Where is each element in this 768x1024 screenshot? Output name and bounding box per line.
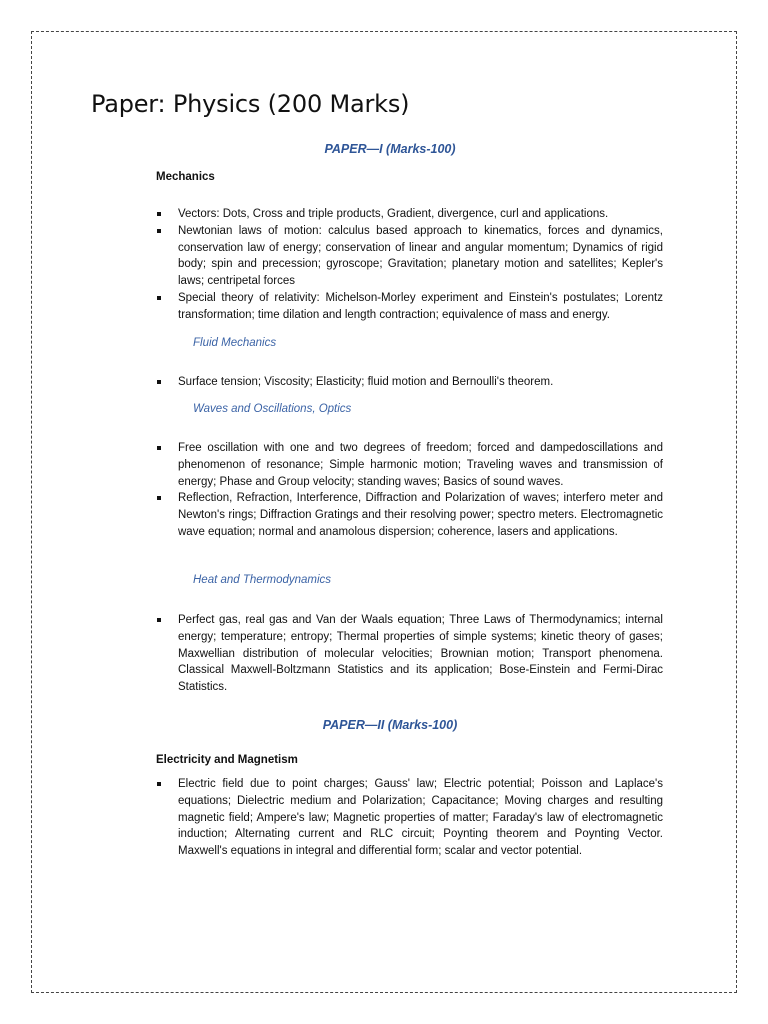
- paper1-heading: PAPER—I (Marks-100): [324, 142, 456, 156]
- section-heading-electricity-magnetism: Electricity and Magnetism: [156, 754, 298, 766]
- waves-list: [178, 440, 663, 541]
- list-item: Newtonian laws of motion: calculus based approach to kinematics, forces and dynamics, conservation law of energy; conservation of linear and angular momentum; Dynamics of rigid body; spin and precession; gyroscope; Gravitation; planetary motion and satellites; Kepler's laws; centripetal forces: [178, 223, 663, 290]
- subheading-heat-thermodynamics: Heat and Thermodynamics: [193, 574, 332, 586]
- list-item: Electric field due to point charges; Gauss' law; Electric potential; Poisson and Laplace's equations; Dielectric medium and Polarization; Capacitance; Moving charges and resulting magnetic field; Ampere's law; Magnetic properties of matter; Faraday's law of electromagnetic induction; Alternating current and RLC circuit; Poynting theorem and Poynting Vector. Maxwell's equations in integral and differential form; scalar and vector potential.: [178, 776, 663, 860]
- list-item: Vectors: Dots, Cross and triple products, Gradient, divergence, curl and applications.: [178, 206, 663, 223]
- list-item: Reflection, Refraction, Interference, Diffraction and Polarization of waves; interfero meter and Newton's rings; Diffraction Gratings and their resolving power; spectro meters. Electromagnetic wave equation; normal and anamolous dispersion; coherence, lasers and applications.: [178, 490, 663, 540]
- heat-list: [178, 612, 663, 696]
- subheading-waves-optics: Waves and Oscillations, Optics: [193, 403, 352, 415]
- paper2-heading: PAPER—II (Marks-100): [322, 718, 458, 732]
- list-item: Special theory of relativity: Michelson-Morley experiment and Einstein's postulates; Lorentz transformation; time dilation and length contraction; equivalence of mass and energy.: [178, 290, 663, 324]
- fluid-list: [178, 374, 663, 391]
- list-item: Perfect gas, real gas and Van der Waals equation; Three Laws of Thermodynamics; internal energy; temperature; entropy; Thermal properties of simple systems; kinetic theory of gases; Maxwellian distribution of molecular velocities; Brownian motion; Transport phenomena. Classical Maxwell-Boltzmann Statistics and its application; Bose-Einstein and Fermi-Dirac Statistics.: [178, 612, 663, 696]
- document-title: Paper: Physics (200 Marks): [91, 90, 410, 118]
- em-list: [178, 776, 663, 860]
- list-item: Surface tension; Viscosity; Elasticity; fluid motion and Bernoulli's theorem.: [178, 374, 663, 391]
- mechanics-list: [178, 206, 663, 324]
- list-item: Free oscillation with one and two degrees of freedom; forced and dampedoscillations and phenomenon of resonance; Simple harmonic motion; Traveling waves and transmission of energy; Phase and Group velocity; standing waves; Basics of sound waves.: [178, 440, 663, 490]
- subheading-fluid-mechanics: Fluid Mechanics: [193, 337, 277, 349]
- section-heading-mechanics: Mechanics: [156, 171, 215, 183]
